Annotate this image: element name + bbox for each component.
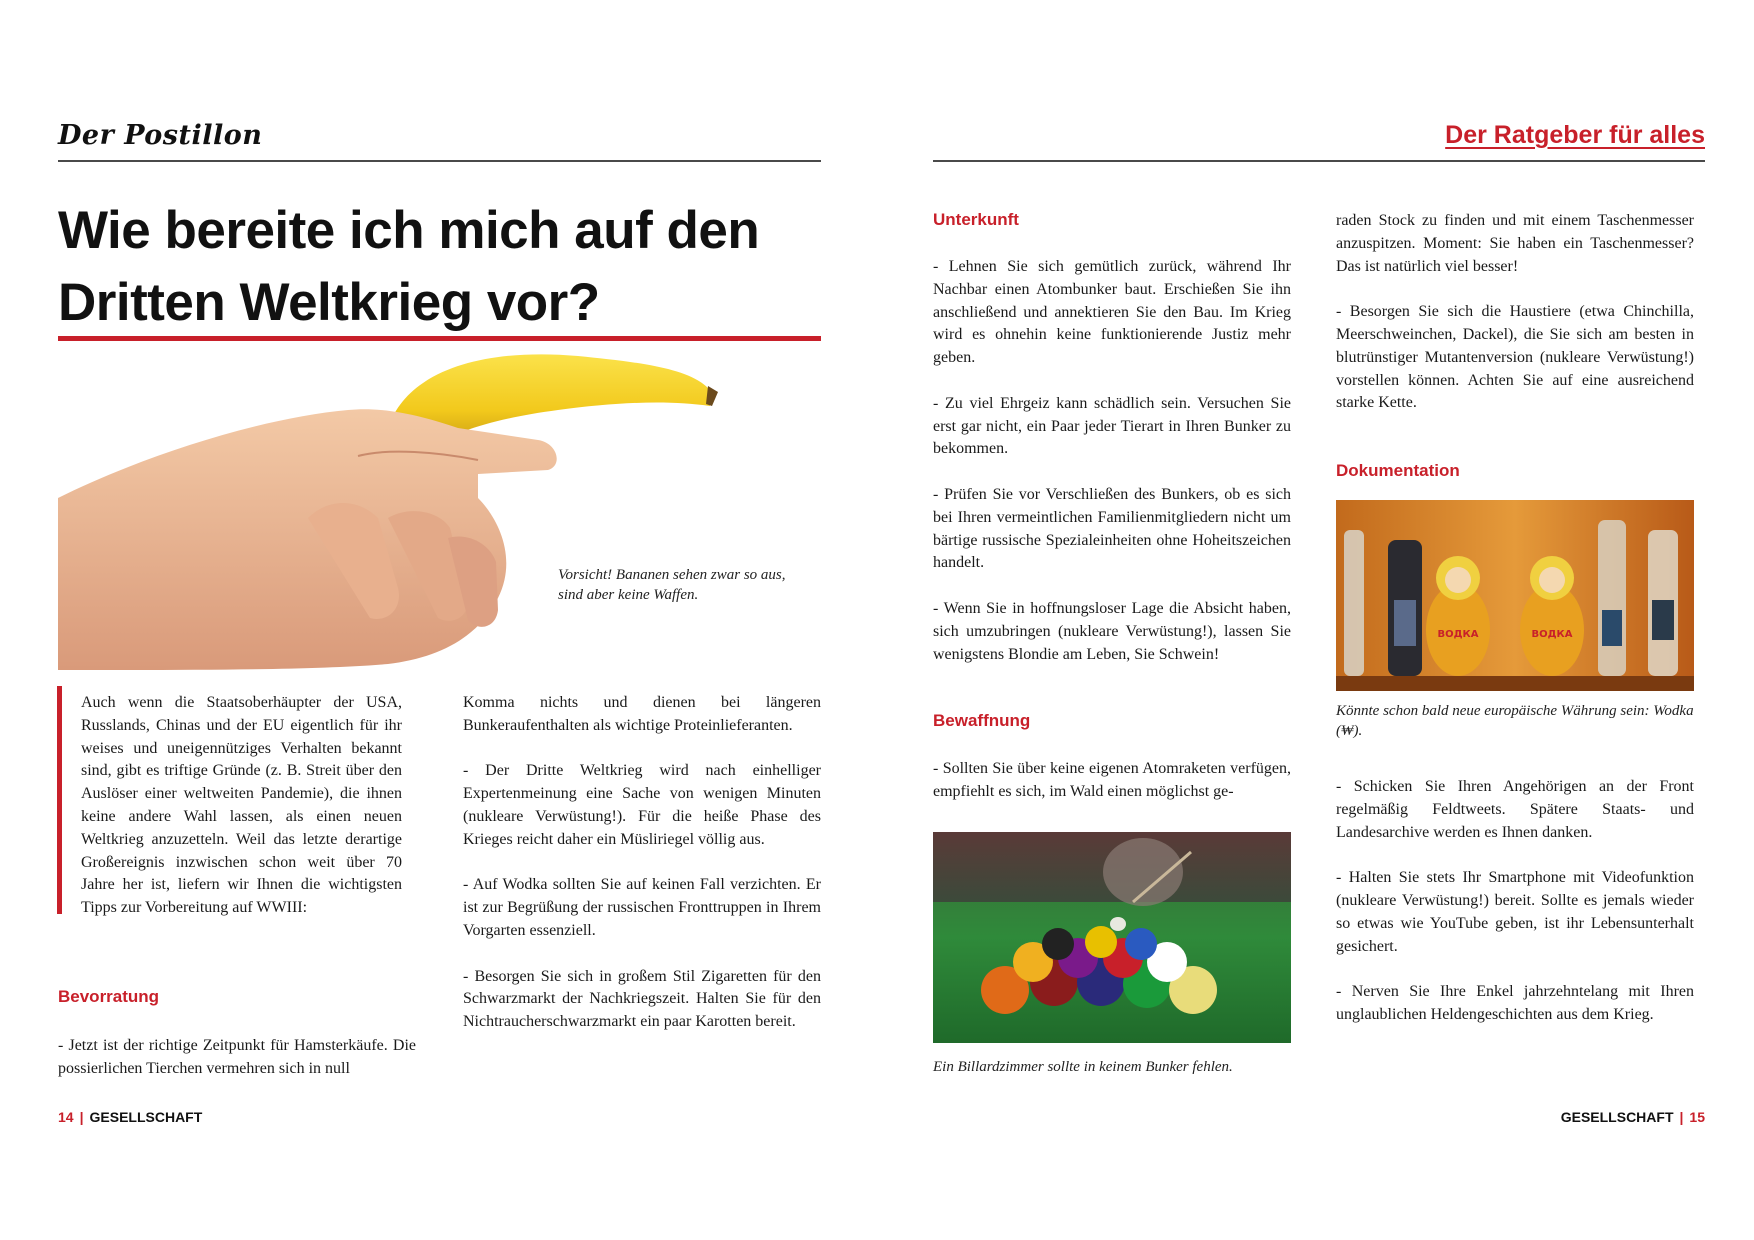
paragraph: - Besorgen Sie sich die Haustiere (etwa Chinchilla, Meerschweinchen, Dackel), die Sie sich am besten in blutrünstiger Mutantenversion (nukleare Verwüstung!) vorstellen können. Achten Sie auf eine ausreichend starke Kette. [1336,303,1694,412]
bevorratung-text: - Jetzt ist der richtige Zeitpunkt für Hamsterkäufe. Die possierlichen Tierchen vermehren sich in null [58,1037,416,1077]
header-rule-right [933,160,1705,162]
banana-caption [558,565,818,605]
column-4-bottom-text [1336,776,1694,1027]
paragraph: - Schicken Sie Ihren Angehörigen an der Front regelmäßig Feldtweets. Spätere Staats- und Landesarchive werden es Ihnen danken. [1336,778,1694,841]
headline-underline [58,336,821,341]
vodka-label: ВОДКА [1531,629,1573,640]
folio-left: 14 | GESELLSCHAFT [58,1109,203,1125]
paragraph: Komma nichts und dienen bei längeren Bunkeraufenthalten als wichtige Proteinlieferanten. [463,694,821,734]
paragraph: - Besorgen Sie sich in großem Stil Zigaretten für den Schwarzmarkt der Nachkriegszeit. Halten Sie für den Nichtraucherschwarzmarkt ein paar Karotten bereit. [463,967,821,1031]
billiard-photo [933,832,1291,1043]
banana-hand-photo [58,348,718,670]
section-heading-bewaffnung: Bewaffnung [933,711,1031,730]
section-heading-unterkunft: Unterkunft [933,210,1019,229]
headline-line-2: Dritten Weltkrieg vor? [58,273,600,332]
paragraph: - Lehnen Sie sich gemütlich zurück, während Ihr Nachbar einen Atombunker baut. Erschießen Sie ihn anschließend und annektieren Sie den Bau. Im Krieg wird es ohnehin keine funktionierende Justiz mehr geben. [933,258,1291,367]
page-number: 15 [1689,1109,1705,1125]
page-number: 14 [58,1109,74,1125]
column-4-top-text [1336,210,1694,415]
masthead-logo: Der Postillon [58,120,263,151]
banana-caption-line-1: Vorsicht! Bananen sehen zwar so aus, [558,567,786,583]
billiard-caption: Ein Billardzimmer sollte in keinem Bunker fehlen. [933,1059,1233,1075]
paragraph: - Der Dritte Weltkrieg wird nach einhelliger Expertenmeinung eine Sache von wenigen Minuten (nukleare Verwüstung!). Für die heiße Phase des Krieges reicht daher ein Müsliriegel völlig aus. [463,762,821,848]
intro-paragraph: Auch wenn die Staatsoberhäupter der USA, Russlands, Chinas und der EU eigentlich für ihr weises und uneigennütziges Verhalten bekannt sind, gibt es triftige Gründe (z. B. Streit über den Auslöser einer weltweiten Pandemie), die ihnen keine andere Wahl lassen, als einen neuen Weltkrieg anzuzetteln. Weil das letzte derartige Großereignis inzwischen schon weit über 70 Jahre her ist, liefern wir Ihnen die wichtigsten Tipps zur Vorbereitung auf WWIII: [81,694,402,917]
section-heading-dokumentation: Dokumentation [1336,461,1460,480]
section-heading-bevorratung: Bevorratung [58,987,160,1006]
paragraph: - Wenn Sie in hoffnungsloser Lage die Absicht haben, sich umzubringen (nukleare Verwüstung!), lassen Sie wenigstens Blondie am Leben, Sie Schwein! [933,599,1291,663]
vodka-bottles-photo [1336,500,1694,691]
paragraph: - Halten Sie stets Ihr Smartphone mit Videofunktion (nukleare Verwüstung!) bereit. Sollte es jemals wieder so etwas wie YouTube geben, ist ihr Lebensunterhalt gesichert. [1336,869,1694,955]
paragraph: - Auf Wodka sollten Sie auf keinen Fall verzichten. Er ist zur Begrüßung der russischen Fronttruppen in Ihrem Vorgarten essenziell. [463,876,821,939]
bewaffnung-text: - Sollten Sie über keine eigenen Atomraketen verfügen, empfiehlt es sich, im Wald einen möglichst ge- [933,760,1291,800]
section-label: GESELLSCHAFT [89,1109,203,1125]
paragraph: raden Stock zu finden und mit einem Taschenmesser anzuspitzen. Moment: Sie haben ein Taschenmesser? Das ist natürlich viel besser! [1336,212,1694,275]
header-rule-left [58,160,821,162]
unterkunft-text [933,256,1291,666]
banana-caption-line-2: sind aber keine Waffen. [558,587,699,603]
vodka-label: ВОДКА [1437,629,1479,640]
folio-right: GESELLSCHAFT | 15 [1560,1109,1705,1125]
column-2-text [463,692,821,1034]
paragraph: - Prüfen Sie vor Verschließen des Bunkers, ob es sich bei Ihren vermeintlichen Familienmitgliedern nicht um bärtige russische Spezialeinheiten ohne Hoheitszeichen handelt. [933,485,1291,572]
paragraph: - Zu viel Ehrgeiz kann schädlich sein. Versuchen Sie erst gar nicht, ein Paar jeder Tierart in Ihren Bunker zu bekommen. [933,394,1291,458]
vodka-caption: Könnte schon bald neue europäische Währung sein: Wodka (₩). [1336,703,1694,739]
headline-line-1: Wie bereite ich mich auf den [58,201,760,260]
rubric-title: Der Ratgeber für alles [1445,121,1705,149]
paragraph: - Nerven Sie Ihre Enkel jahrzehntelang mit Ihren unglaublichen Heldengeschichten aus dem Krieg. [1336,983,1694,1023]
intro-side-bar [57,686,62,914]
article-headline [58,195,818,339]
section-label: GESELLSCHAFT [1560,1109,1674,1125]
